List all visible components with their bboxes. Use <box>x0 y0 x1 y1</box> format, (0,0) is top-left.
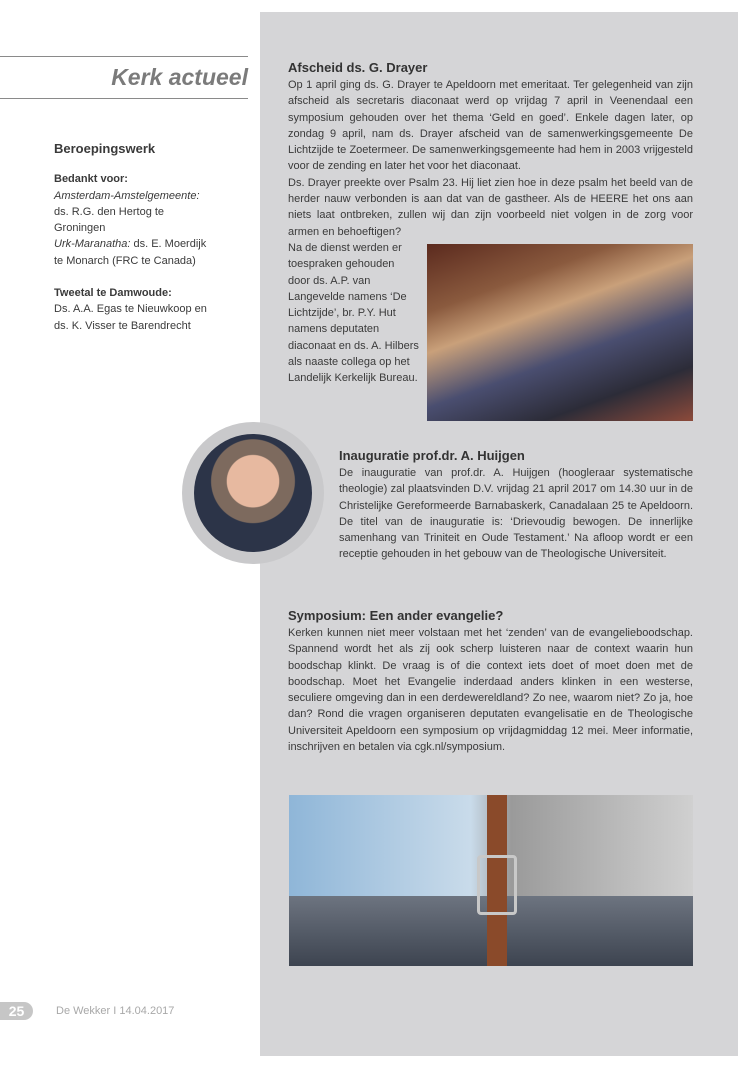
article-drayer <box>288 60 693 425</box>
drayer-photo <box>427 244 693 421</box>
article-paragraph: Na de dienst werden er toespraken gehouden door ds. A.P. van Langevelde namens ‘De Lichtzijde’, br. P.Y. Hut namens deputaten diaconaat en ds. A. Hilbers als naaste collega op het Landelijk Kerkelijk Bureau. <box>288 241 419 385</box>
portrait-image <box>194 434 312 552</box>
divider <box>0 98 248 99</box>
article-paragraph: Ds. Drayer preekte over Psalm 23. Hij liet zien hoe in deze psalm het beeld van de herder nauw verbonden is aan dat van de gastheer. Als de HEERE het ons aan niets laat ontbreken, zullen wij dan zijn voorbeeld niet volgen in de zorg voor armen en behoeftigen? <box>288 176 693 238</box>
article-title: Symposium: Een ander evangelie? <box>288 608 504 623</box>
tweetal-label: Tweetal te Damwoude: <box>54 287 172 300</box>
bedankt-block <box>54 171 214 269</box>
tweetal-block <box>54 285 214 334</box>
door-handle <box>477 855 517 915</box>
entry-text: ds. R.G. den Hertog te Groningen <box>54 205 165 235</box>
article-title: Afscheid ds. G. Drayer <box>288 60 428 75</box>
article-huijgen <box>339 448 693 563</box>
page-number: 25 <box>0 1002 33 1020</box>
symposium-image <box>289 795 693 966</box>
church-name: Amsterdam-Amstelgemeente: <box>54 189 200 202</box>
sidebar-heading: Beroepingswerk <box>54 141 156 156</box>
sidebar-beroepingswerk <box>54 141 214 350</box>
article-paragraph: Kerken kunnen niet meer volstaan met het ‘zenden’ van de evangelieboodschap. Spannend wordt het als zij ook scherp luisteren naar de context waarin hun boodschap klinkt. De vraag is of die context iets doet of moet doen met de boodschap. Moet het Evangelie inderdaad anders klinken in een westerse, seculiere omgeving dan in een derdewereldland? Zo nee, waarom niet? Zo ja, hoe dan? Rond die vragen organiseren deputaten evangelisatie en de Theologische Universiteit Apeldoorn een symposium op vrijdagmiddag 12 mei. Meer informatie, inschrijven en betalen via cgk.nl/symposium. <box>288 627 693 754</box>
church-name: Urk-Maranatha: <box>54 238 131 251</box>
section-title: Kerk actueel <box>111 64 248 90</box>
divider <box>0 56 248 57</box>
entry-text: ds. E. Moerdijk te Monarch (FRC te Canada) <box>54 238 207 267</box>
article-symposium <box>288 608 693 755</box>
huijgen-portrait <box>182 422 324 564</box>
article-paragraph: De inauguratie van prof.dr. A. Huijgen (hoogleraar systematische theologie) zal plaatsvinden D.V. vrijdag 21 april 2017 om 14.30 uur in de Christelijke Gereformeerde Barnabaskerk, Canadalaan 25 te Apeldoorn. De titel van de inauguratie is: ‘Drievoudig bewogen. De innerlijke samenhang van Triniteit en Oude Testament.’ Na afloop wordt er een receptie gehouden in het gebouw van de Theologische Universiteit. <box>339 467 693 561</box>
article-paragraph: Op 1 april ging ds. G. Drayer te Apeldoorn met emeritaat. Ter gelegenheid van zijn afscheid als secretaris diaconaat werd op vrijdag 7 april in Veenendaal een symposium gehouden over het thema ‘Geld en goed’. Enkele dagen later, op zondag 9 april, nam ds. Drayer afscheid van de samenwerkingsgemeente De Lichtzijde te Zoetermeer. De samenwerkingsgemeente had hem in 2003 vrijgesteld voor de zending en later het voor het diaconaat. <box>288 79 693 173</box>
bedankt-label: Bedankt voor: <box>54 173 128 186</box>
tweetal-text: Ds. A.A. Egas te Nieuwkoop en ds. K. Visser te Barendrecht <box>54 303 207 332</box>
article-title: Inauguratie prof.dr. A. Huijgen <box>339 448 525 463</box>
magazine-issue: De Wekker I 14.04.2017 <box>56 1005 175 1017</box>
